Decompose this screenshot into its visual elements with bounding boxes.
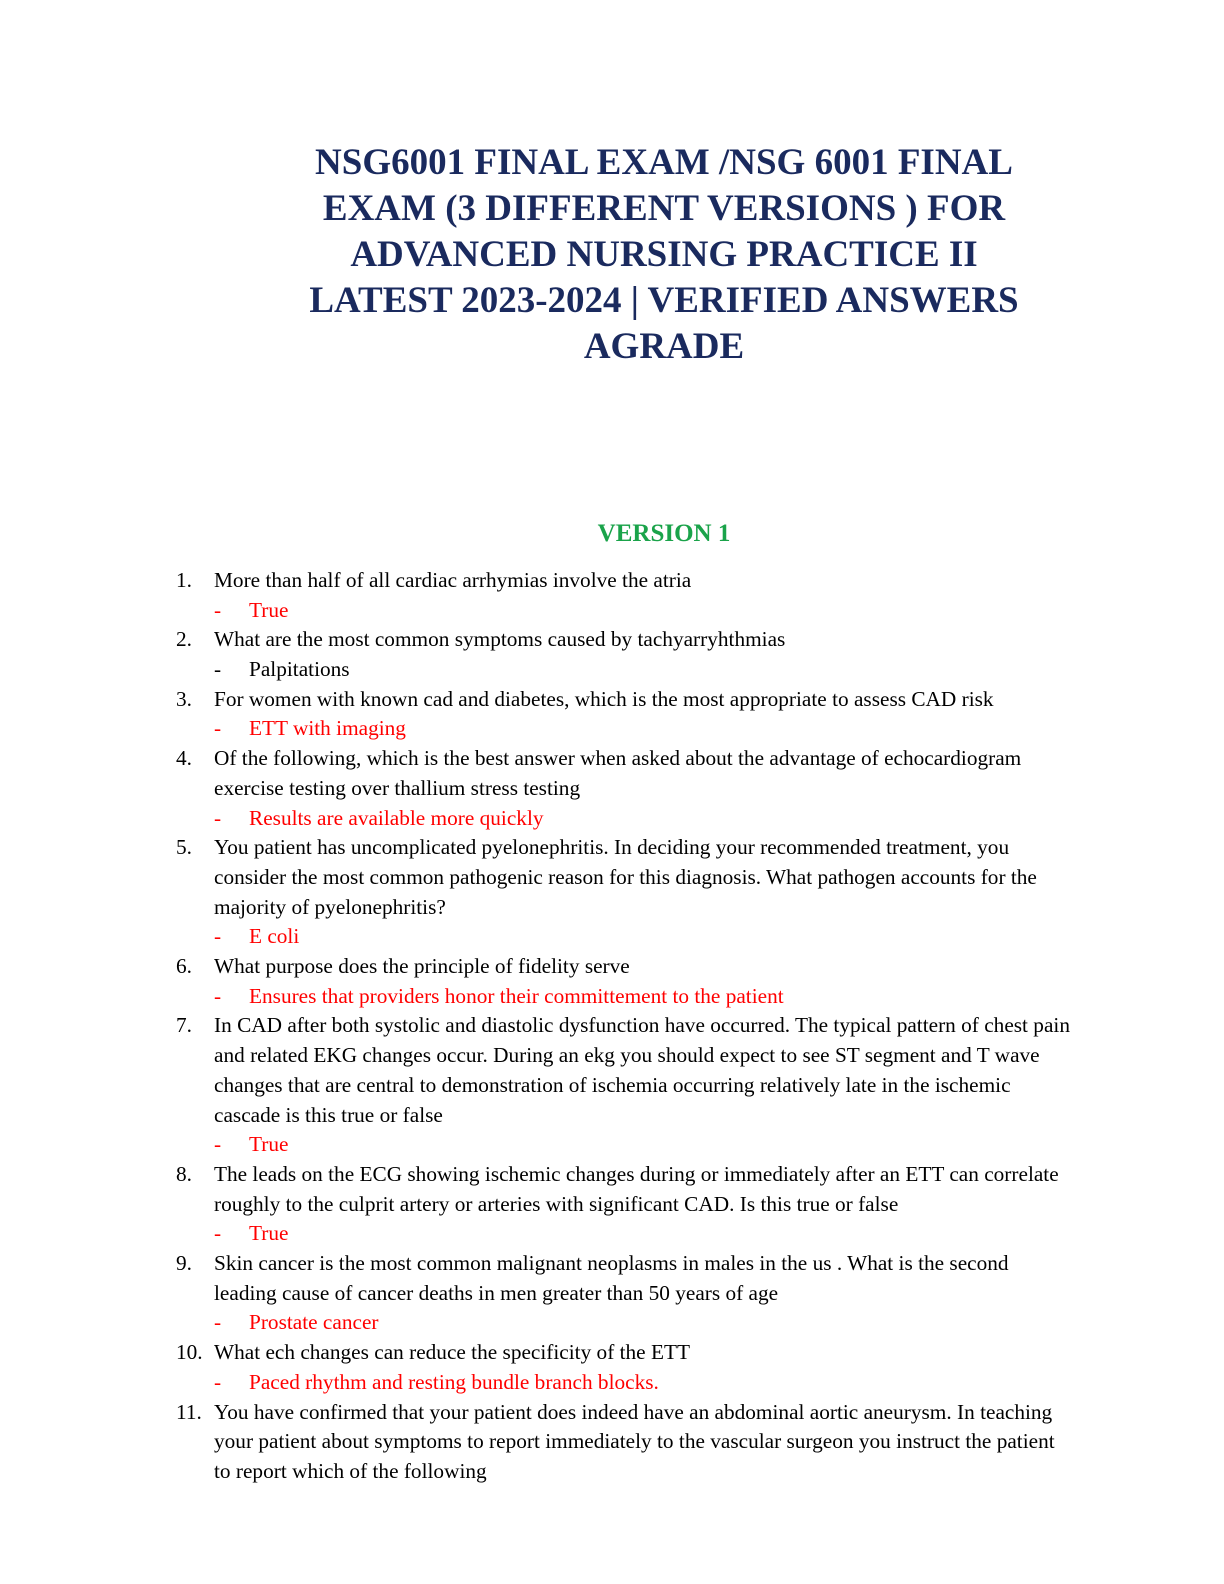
answer-bullet: -	[214, 805, 222, 830]
answer-line	[0, 714, 1224, 744]
question-number: 8.	[176, 1161, 192, 1186]
question-text: What are the most common symptoms caused by tachyarryhthmias	[214, 627, 786, 652]
question-item	[0, 1398, 1224, 1487]
document-title	[262, 140, 1066, 370]
answer-text: Results are available more quickly	[249, 805, 544, 830]
title-line-5: AGRADE	[583, 326, 745, 367]
question-text: Skin cancer is the most common malignant neoplasms in males in the us . What is the second leading cause of cancer deaths in men greater than 50 years of age	[214, 1251, 1009, 1305]
answer-line	[0, 804, 1224, 834]
title-line-2: EXAM (3 DIFFERENT VERSIONS ) FOR	[322, 188, 1006, 229]
question-text: For women with known cad and diabetes, which is the most appropriate to assess CAD risk	[214, 686, 994, 711]
question-number: 10.	[176, 1340, 203, 1365]
question-text: What ech changes can reduce the specificity of the ETT	[214, 1340, 690, 1365]
answer-text: E coli	[249, 924, 300, 949]
title-line-1: NSG6001 FINAL EXAM /NSG 6001 FINAL	[315, 142, 1013, 183]
question-text: You patient has uncomplicated pyelonephritis. In deciding your recommended treatment, you consider the most common pathogenic reason for this diagnosis. What pathogen accounts for the majority of pyelonephritis?	[214, 835, 1037, 919]
question-text: In CAD after both systolic and diastolic dysfunction have occurred. The typical pattern of chest pain and related EKG changes occur. During an ekg you should expect to see ST segment and T wave changes that are central to demonstration of ischemia occurring relatively late in the ischemic cascade is this true or false	[214, 1013, 1070, 1127]
question-text: The leads on the ECG showing ischemic changes during or immediately after an ETT can correlate roughly to the culprit artery or arteries with significant CAD. Is this true or false	[214, 1161, 1059, 1216]
answer-bullet: -	[214, 597, 222, 622]
answer-text: True	[249, 597, 289, 622]
answer-line	[0, 596, 1224, 626]
question-number: 3.	[176, 686, 192, 711]
answer-line	[0, 982, 1224, 1012]
question-item	[0, 1011, 1224, 1160]
answer-line	[0, 1308, 1224, 1338]
question-list	[0, 566, 1224, 1487]
answer-text: Prostate cancer	[249, 1310, 379, 1335]
answer-line	[0, 922, 1224, 952]
question-item	[0, 744, 1224, 833]
question-number: 2.	[176, 627, 192, 652]
answer-text: ETT with imaging	[249, 716, 406, 741]
answer-text: Paced rhythm and resting bundle branch blocks.	[249, 1369, 659, 1394]
question-item	[0, 833, 1224, 952]
question-item	[0, 625, 1224, 684]
title-line-3: ADVANCED NURSING PRACTICE II	[350, 234, 978, 275]
answer-bullet: -	[214, 983, 222, 1008]
question-number: 5.	[176, 835, 192, 860]
question-number: 9.	[176, 1251, 192, 1276]
question-item	[0, 566, 1224, 625]
title-line-4: LATEST 2023-2024 | VERIFIED ANSWERS	[309, 280, 1019, 321]
answer-bullet: -	[214, 1310, 222, 1335]
answer-line	[0, 1130, 1224, 1160]
question-item	[0, 1338, 1224, 1397]
question-number: 1.	[176, 568, 192, 592]
question-item	[0, 1249, 1224, 1338]
question-item	[0, 685, 1224, 744]
version-heading: VERSION 1	[597, 520, 731, 547]
answer-text: Ensures that providers honor their committement to the patient	[249, 983, 784, 1008]
answer-line	[0, 1219, 1224, 1249]
question-number: 4.	[176, 746, 192, 771]
question-number: 7.	[176, 1013, 192, 1038]
answer-text: True	[249, 1221, 289, 1246]
answer-bullet: -	[214, 1132, 222, 1157]
answer-bullet: -	[214, 1369, 222, 1394]
question-number: 6.	[176, 954, 192, 979]
question-item	[0, 1160, 1224, 1249]
question-item	[0, 952, 1224, 1011]
answer-bullet: -	[214, 716, 222, 741]
answer-line	[0, 1368, 1224, 1398]
question-text: More than half of all cardiac arrhymias involve the atria	[214, 568, 692, 592]
answer-bullet: -	[214, 657, 222, 682]
answer-bullet: -	[214, 924, 222, 949]
question-text: What purpose does the principle of fidelity serve	[214, 954, 630, 979]
answer-line	[0, 655, 1224, 685]
question-text: Of the following, which is the best answer when asked about the advantage of echocardiogram exercise testing over thallium stress testing	[214, 746, 1022, 800]
question-number: 11.	[176, 1399, 202, 1424]
answer-bullet: -	[214, 1221, 222, 1246]
answer-text: True	[249, 1132, 289, 1157]
answer-text: Palpitations	[249, 657, 350, 682]
question-text: You have confirmed that your patient does indeed have an abdominal aortic aneurysm. In teaching your patient about symptoms to report immediately to the vascular surgeon you instruct the patient to report which of the following	[214, 1399, 1055, 1483]
